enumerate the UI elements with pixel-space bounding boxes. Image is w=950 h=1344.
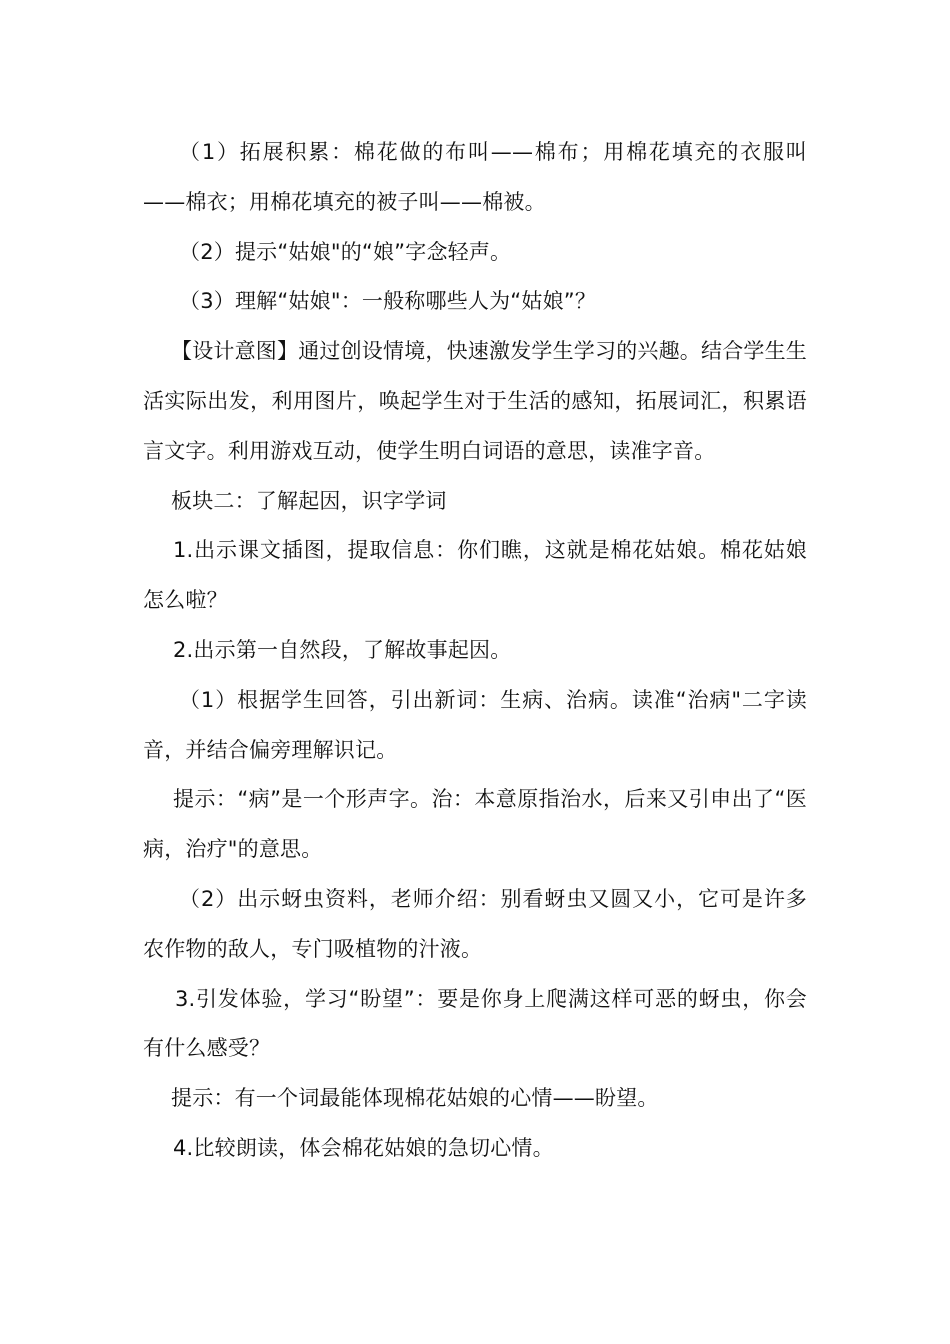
paragraph-design-intent: 【设计意图】通过创设情境，快速激发学生学习的兴趣。结合学生生活实际出发，利用图片，唤起学生对于生活的感知，拓展词汇，积累语言文字。利用游戏互动，使学生明白词语的意思，读准字音。 [143,339,807,463]
paragraph-hint-bing: 提示：“病”是一个形声字。治：本意原指治水，后来又引申出了“医病，治疗"的意思。 [143,787,807,862]
paragraph-new-words: （1）根据学生回答，引出新词：生病、治病。读准“治病"二字读音，并结合偏旁理解识记。 [143,687,807,762]
section-heading-block-two: 板块二：了解起因，识字学词 [171,488,447,513]
paragraph-step-three: 3.引发体验，学习“盼望”：要是你身上爬满这样可恶的蚜虫，你会有什么感受？ [143,986,807,1061]
paragraph-light-tone-hint: （2）提示“姑娘"的“娘”字念轻声。 [179,239,512,264]
paragraph-step-one: 1.出示课文插图，提取信息：你们瞧，这就是棉花姑娘。棉花姑娘怎么啦？ [143,538,807,613]
paragraph-hint-panwang: 提示：有一个词最能体现棉花姑娘的心情——盼望。 [171,1086,659,1111]
paragraph-aphid-info: （2）出示蚜虫资料，老师介绍：别看蚜虫又圆又小，它可是许多农作物的敌人，专门吸植物的汁液。 [143,886,807,961]
paragraph-step-four: 4.比较朗读，体会棉花姑娘的急切心情。 [173,1135,554,1160]
document-body [143,128,807,1174]
paragraph-step-two: 2.出示第一自然段，了解故事起因。 [173,637,512,662]
paragraph-understand-guniang: （3）理解“姑娘"：一般称哪些人为“姑娘”？ [179,289,597,314]
paragraph-expand-vocabulary: （1）拓展积累：棉花做的布叫——棉布；用棉花填充的衣服叫——棉衣；用棉花填充的被子叫——棉被。 [143,140,807,214]
